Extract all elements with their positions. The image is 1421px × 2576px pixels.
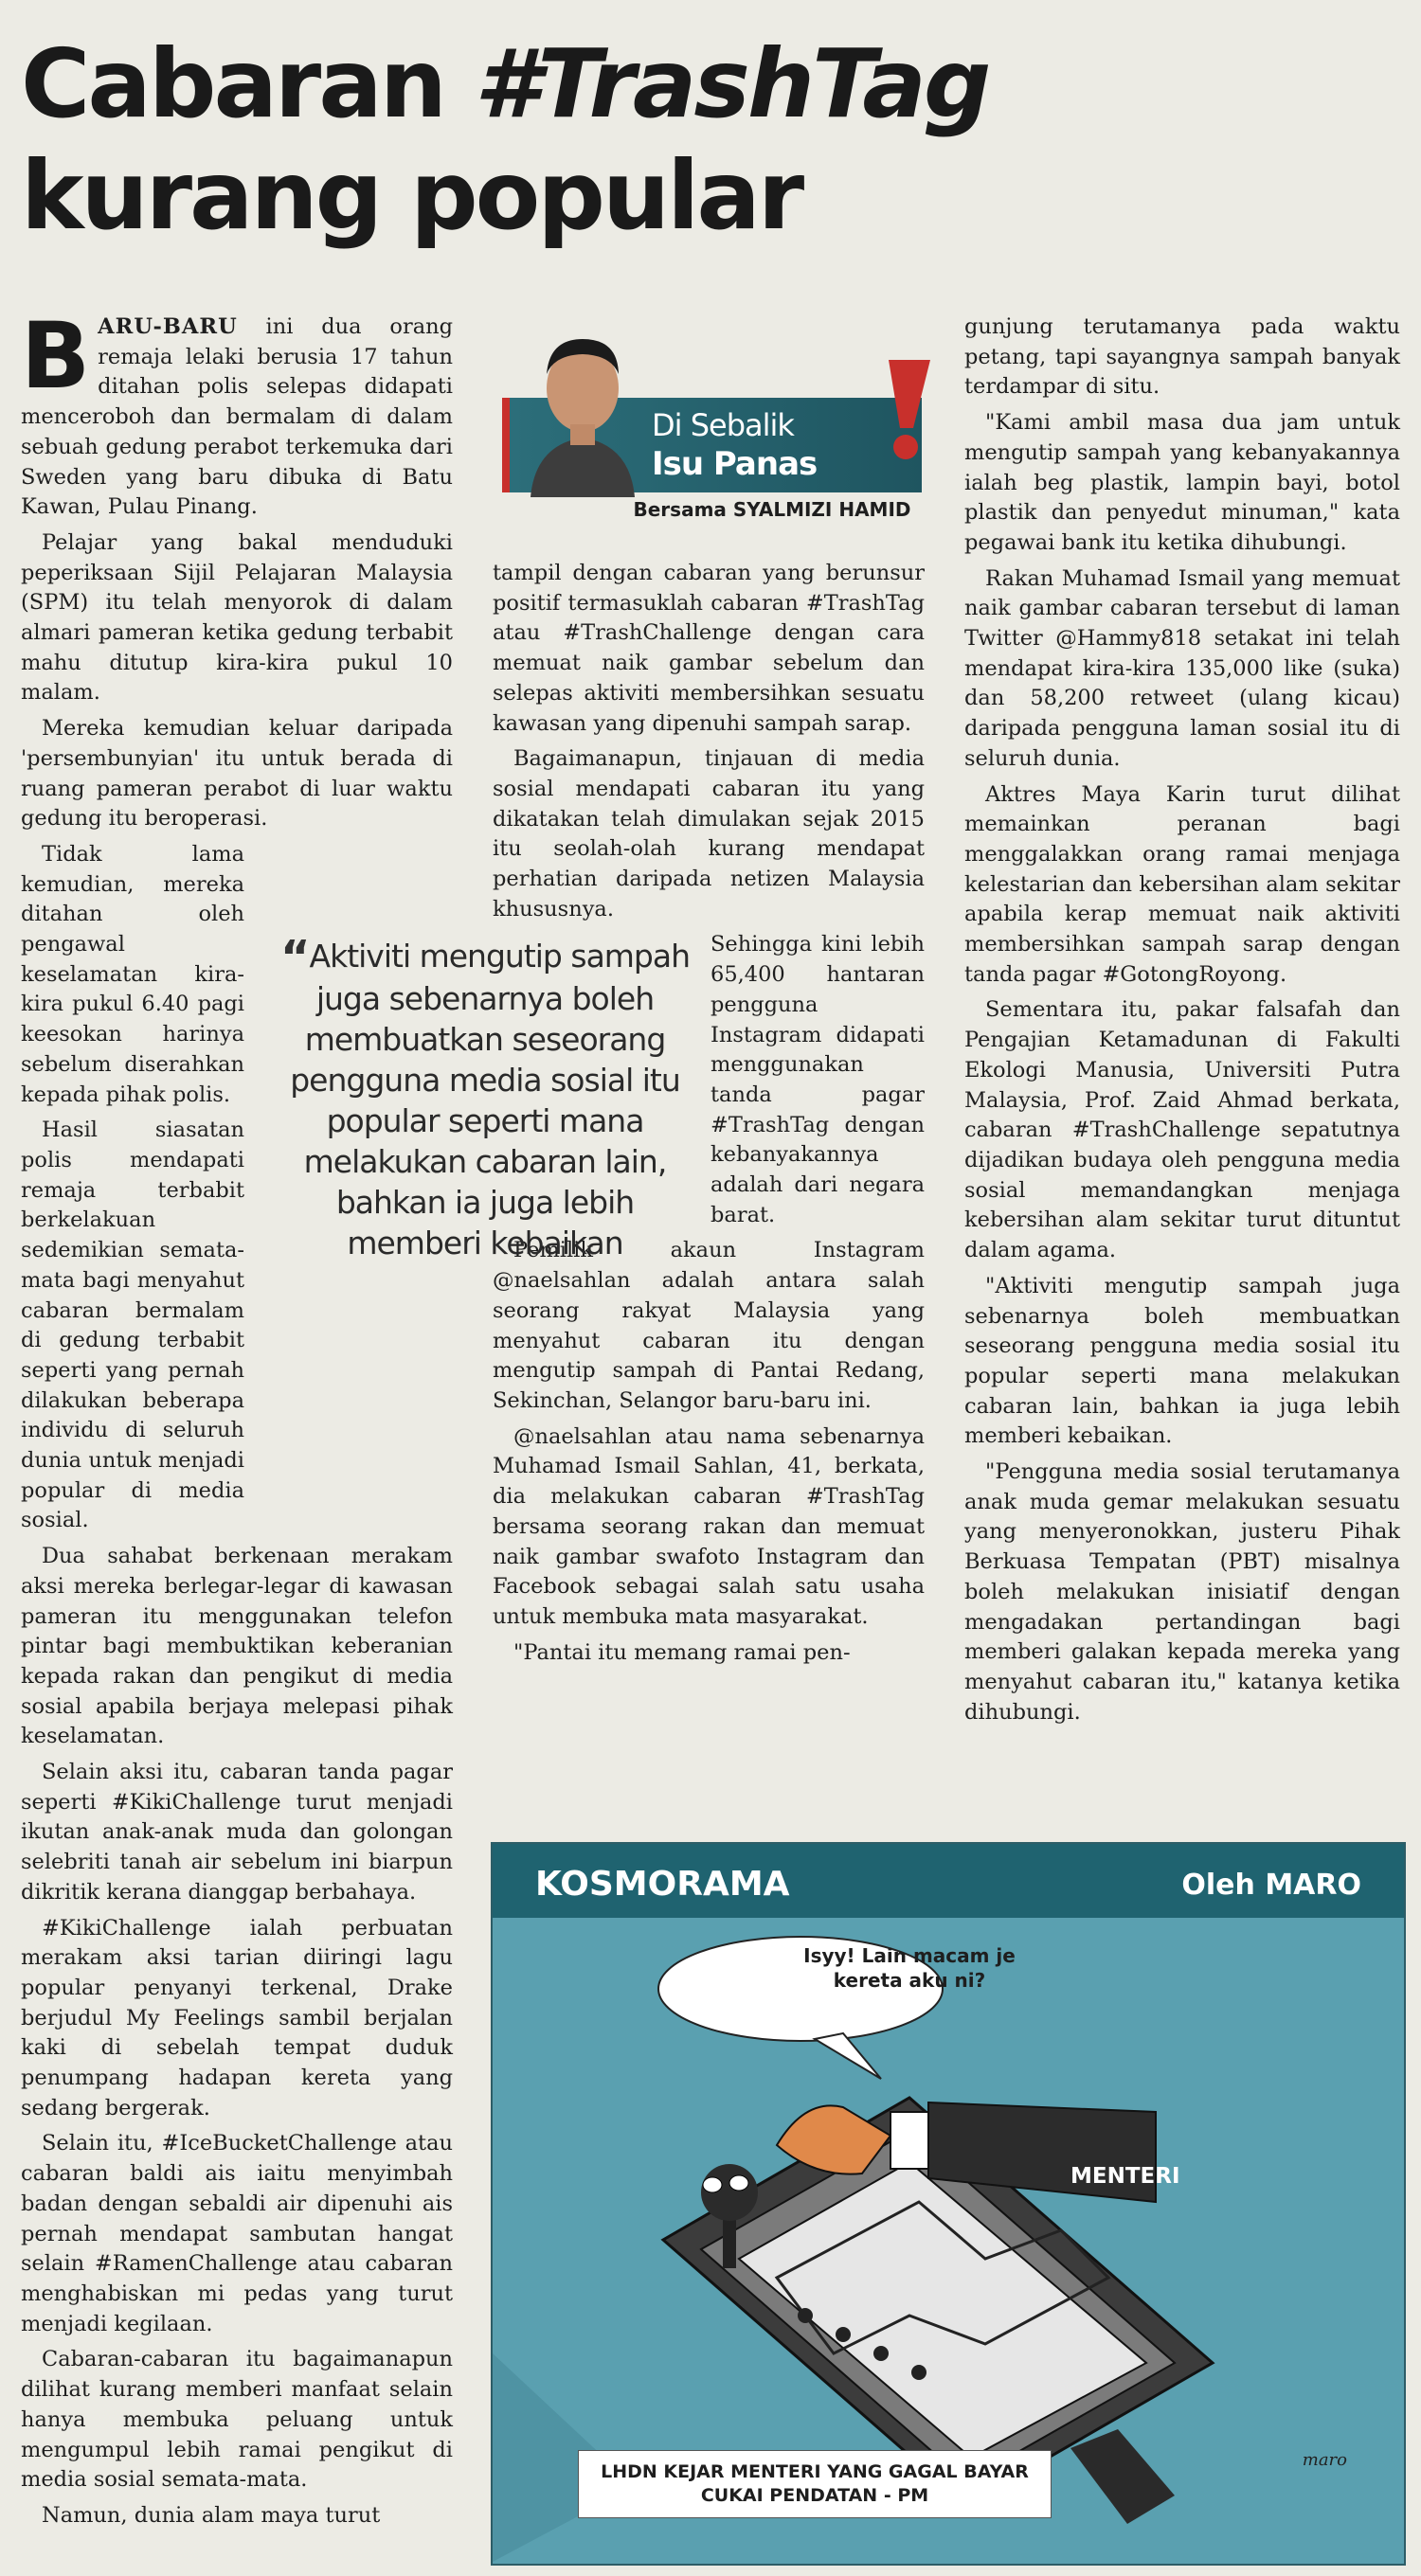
lead-paragraph bbox=[21, 303, 454, 523]
paragraph: Pelajar yang bakal menduduki peperiksaan Sijil Pelajaran Malaysia (SPM) itu telah menyorok di dalam almari pameran ketika gedung terbabit mahu ditutup kira-kira pukul 10 malam. bbox=[21, 529, 453, 706]
paragraph: "Aktiviti mengutip sampah juga sebenarnya boleh membuatkan seseorang pengguna media sosial itu popular seperti mana melakukan cabaran lain, bahkan ia juga lebih memberi kebaikan. bbox=[964, 1273, 1400, 1449]
paragraph: Hasil siasatan polis mendapati remaja terbabit berkelakuan sedemikian semata-mata bagi menyahut cabaran bermalam di gedung terbabit seperti yang pernah dilakukan beberapa individu di seluruh dunia untuk menjadi popular di media sosial. bbox=[21, 1118, 244, 1533]
headline-hashtag: #TrashTag bbox=[474, 28, 989, 139]
paragraph: Dua sahabat berkenaan merakam aksi mereka berlegar-legar di kawasan pameran itu menggunakan telefon pintar bagi membuktikan keberanian kepada rakan dan pengikut di media sosial apabila berjaya melepasi pihak keselamatan. bbox=[21, 1544, 453, 1749]
columnist-box bbox=[502, 322, 928, 554]
paragraph: Namun, dunia alam maya turut bbox=[42, 2502, 381, 2528]
artist-signature: maro bbox=[1302, 2450, 1347, 2470]
exclamation-icon bbox=[872, 360, 938, 464]
headline bbox=[21, 28, 1158, 252]
quote-mark-icon: “ bbox=[279, 931, 310, 984]
paragraph-text: ini dua orang remaja lelaki berusia 17 tahun ditahan polis selepas didapati menceroboh dan bermalam di dalam sebuah gedung perabot terkemuka dari Sweden yang baru dibuka di Batu Kawan, Pulau Pinang. bbox=[21, 314, 454, 520]
paragraph: "Kami ambil masa dua jam untuk mengutip sampah yang kebanyakannya ialah beg plastik, lampin bayi, botol plastik dan penyedut minuman," kata pegawai bank itu ketika dihubungi. bbox=[964, 410, 1400, 555]
paragraph: Mereka kemudian keluar daripada 'persembunyian' itu untuk berada di ruang pameran perabot di luar waktu gedung itu beroperasi. bbox=[21, 716, 453, 832]
cartoon-header bbox=[493, 1844, 1404, 1918]
paragraph: Sehingga kini lebih 65,400 hantaran pengguna Instagram didapati menggunakan tanda pagar #TrashTag dengan kebanyakannya adalah dari negara barat. bbox=[710, 932, 925, 1227]
byline-author: SYALMIZI HAMID bbox=[732, 498, 911, 521]
headline-line2: kurang popular bbox=[21, 140, 802, 251]
paragraph: Rakan Muhamad Ismail yang memuat naik gambar cabaran tersebut di laman Twitter @Hammy818 setakat ini telah mendapat kira-kira 135,000 like (suka) dan 58,200 retweet (ulang kicau) daripada pengguna laman sosial itu di seluruh dunia. bbox=[964, 565, 1400, 771]
paragraph: "Pantai itu memang ramai pen- bbox=[513, 1639, 851, 1665]
sleeve-label: MENTERI bbox=[1070, 2164, 1180, 2189]
column-title-line1: Di Sebalik bbox=[652, 407, 794, 443]
paragraph: #KikiChallenge ialah perbuatan merakam aksi tarian diiringi lagu popular penyanyi terkenal, Drake berjudul My Feelings sambil berjalan kaki di sebelah tempat duduk penumpang hadapan kereta yang sedang bergerak. bbox=[21, 1915, 453, 2120]
article-column-3 bbox=[964, 313, 1400, 1727]
paragraph: Bagaimanapun, tinjauan di media sosial mendapati cabaran itu yang dikatakan telah dimulakan sejak 2015 itu seolah-olah kurang mendapat perhatian daripada netizen Malaysia khususnya. bbox=[493, 746, 925, 921]
columnist-photo bbox=[512, 322, 654, 497]
cartoon-author: Oleh MARO bbox=[1181, 1869, 1361, 1902]
byline bbox=[625, 497, 919, 523]
column-title-line2: Isu Panas bbox=[652, 445, 818, 483]
article-column-1 bbox=[21, 303, 454, 2531]
paragraph: Sementara itu, pakar falsafah dan Pengajian Ketamadunan di Fakulti Ekologi Manusia, Universiti Putra Malaysia, Prof. Zaid Ahmad berkata, cabaran #TrashChallenge sepatutnya dijadikan budaya oleh pengguna media sosial memandangkan menjaga kebersihan alam sekitar turut dituntut dalam agama. bbox=[964, 997, 1400, 1263]
paragraph: Selain itu, #IceBucketChallenge atau cabaran baldi ais iaitu menyimbah badan dengan sebaldi air dipenuhi ais pernah mendapat sambutan hangat selain #RamenChallenge atau cabaran menghabiskan mi pedas yang turut menjadi kegilaan. bbox=[21, 2131, 453, 2336]
paragraph: "Pengguna media sosial terutamanya anak muda gemar melakukan sesuatu yang menyeronokkan, justeru Pihak Berkuasa Tempatan (PBT) misalnya boleh melakukan inisiatif dengan mengadakan pertandingan bagi memberi galakan kepada mereka yang menyahut cabaran itu," katanya ketika dihubungi. bbox=[964, 1459, 1400, 1725]
paragraph: Tidak lama kemudian, mereka ditahan oleh pengawal keselamatan kira-kira pukul 6.40 pagi keesokan harinya sebelum diserahkan kepada pihak polis. bbox=[21, 841, 244, 1107]
byline-prefix: Bersama bbox=[633, 498, 727, 521]
lead-caps: ARU-BARU bbox=[98, 314, 238, 339]
paragraph: Cabaran-cabaran itu bagaimanapun dilihat kurang memberi manfaat selain hanya membuka peluang untuk mengumpul lebih ramai pengikut di media sosial semata-mata. bbox=[21, 2347, 453, 2493]
pull-quote-text: Aktiviti mengutip sampah juga sebenarnya boleh membuatkan seseorang pengguna media sosial itu popular seperti mana melakukan cabaran lain, bahkan ia juga lebih memberi kebaikan bbox=[290, 938, 691, 1261]
cartoon-brand: KOSMORAMA bbox=[535, 1865, 790, 1904]
paragraph: Aktres Maya Karin turut dilihat memainkan peranan bagi menggalakkan orang ramai menjaga kelestarian dan kebersihan alam sekitar apabila kerap memuat naik aktiviti membersihkan sampah sarap dengan tanda pagar #GotongRoyong. bbox=[964, 781, 1400, 987]
headline-word: Cabaran bbox=[21, 28, 444, 139]
drop-cap: B bbox=[21, 303, 91, 409]
cartoon-panel bbox=[491, 1842, 1406, 2566]
speech-bubble-text: Isyy! Lain macam je kereta aku ni? bbox=[803, 1944, 1016, 1992]
pull-quote bbox=[277, 931, 693, 1263]
paragraph: Selain aksi itu, cabaran tanda pagar seperti #KikiChallenge turut menjadi ikutan anak-anak muda dan golongan selebriti tanah air sebelum ini biarpun dikritik kerana dianggap berbahaya. bbox=[21, 1760, 453, 1905]
paragraph: Pemilik akaun Instagram @naelsahlan adalah antara salah seorang rakyat Malaysia yang menyahut cabaran itu dengan mengutip sampah di Pantai Redang, Sekinchan, Selangor baru-baru ini. bbox=[493, 1238, 925, 1413]
paragraph: tampil dengan cabaran yang berunsur positif termasuklah cabaran #TrashTag atau #TrashChallenge dengan cara memuat naik gambar sebelum dan selepas aktiviti membersihkan sesuatu kawasan yang dipenuhi sampah sarap. bbox=[493, 561, 925, 736]
paragraph: @naelsahlan atau nama sebenarnya Muhamad Ismail Sahlan, 41, berkata, dia melakukan cabaran #TrashTag bersama seorang rakan dan memuat naik gambar swafoto Instagram dan Facebook sebagai salah satu usaha untuk membuka mata masyarakat. bbox=[493, 1423, 925, 1629]
paragraph: gunjung terutamanya pada waktu petang, tapi sayangnya sampah banyak terdampar di situ. bbox=[964, 314, 1400, 400]
cartoon-caption: LHDN KEJAR MENTERI YANG GAGAL BAYAR CUKAI PENDATAN - PM bbox=[578, 2450, 1052, 2518]
